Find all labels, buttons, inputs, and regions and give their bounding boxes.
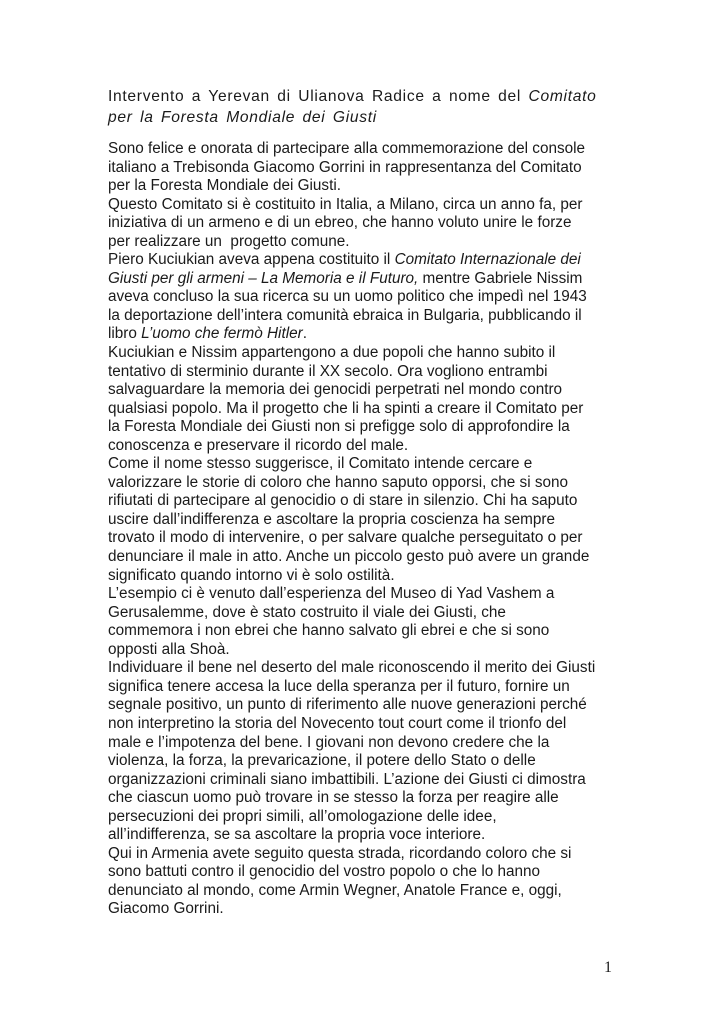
text-line <box>108 678 648 697</box>
text-run: Kuciukian e Nissim appartengono a due popoli che hanno subito il <box>108 344 556 362</box>
title-italic-text: per la Foresta Mondiale dei Giusti <box>108 109 377 126</box>
text-line <box>108 270 648 289</box>
text-line <box>108 622 648 641</box>
document-title <box>108 86 616 128</box>
text-line <box>108 548 648 567</box>
text-run: all’indifferenza, se sa ascoltare la propria voce interiore. <box>108 826 486 844</box>
paragraph <box>108 659 648 844</box>
title-text: Intervento a Yerevan di Ulianova Radice a nome del <box>108 88 529 105</box>
italic-text: Comitato Internazionale dei <box>394 251 581 269</box>
text-run: tentativo di sterminio durante il XX secolo. Ora vogliono entrambi <box>108 362 548 380</box>
text-line <box>108 307 648 326</box>
text-run: che ciascun uomo può trovare in se stesso la forza per reagire alle <box>108 789 559 807</box>
text-run: qualsiasi popolo. Ma il progetto che li ha spinti a creare il Comitato per <box>108 399 584 417</box>
text-run: denunciato al mondo, come Armin Wegner, Anatole France e, oggi, <box>108 881 562 899</box>
text-line <box>108 177 648 196</box>
text-run: rifiutati di partecipare al genocidio o di stare in silenzio. Chi ha saputo <box>108 492 578 510</box>
text-line <box>108 455 648 474</box>
paragraph <box>108 196 648 252</box>
text-line <box>108 641 648 660</box>
text-run: mentre Gabriele Nissim <box>418 269 583 287</box>
text-line <box>108 863 648 882</box>
text-line <box>108 808 648 827</box>
text-run: per realizzare un progetto comune. <box>108 232 350 250</box>
text-line <box>108 789 648 808</box>
text-run: violenza, la forza, la prevaricazione, il potere dello Stato o delle <box>108 752 536 770</box>
text-run: male e l’impotenza del bene. I giovani non devono credere che la <box>108 733 550 751</box>
text-line <box>108 659 648 678</box>
text-line <box>108 585 648 604</box>
paragraph <box>108 140 648 196</box>
text-line <box>108 233 648 252</box>
text-run: L’esempio ci è venuto dall’esperienza del Museo di Yad Vashem a <box>108 585 555 603</box>
page-number: 1 <box>604 959 612 976</box>
text-run: Piero Kuciukian aveva appena costituito il <box>108 251 395 269</box>
text-line <box>108 882 648 901</box>
paragraph <box>108 585 648 659</box>
text-run: salvaguardare la memoria dei genocidi perpetrati nel mondo contro <box>108 381 563 399</box>
text-line <box>108 474 648 493</box>
text-line <box>108 734 648 753</box>
paragraph <box>108 344 648 455</box>
paragraph <box>108 845 648 919</box>
text-run: Sono felice e onorata di partecipare alla commemorazione del console <box>108 140 586 157</box>
title-italic-text: Comitato <box>528 88 597 105</box>
title-line <box>108 86 616 107</box>
text-line <box>108 826 648 845</box>
text-run: Come il nome stesso suggerisce, il Comitato intende cercare e <box>108 455 533 473</box>
text-line <box>108 288 648 307</box>
text-run: organizzazioni criminali siano imbattibili. L’azione dei Giusti ci dimostra <box>108 770 586 788</box>
text-run: aveva concluso la sua ricerca su un uomo politico che impedì nel 1943 <box>108 288 587 306</box>
text-run: Individuare il bene nel deserto del male riconoscendo il merito dei Giusti <box>108 659 596 677</box>
text-run: Questo Comitato si è costituito in Italia, a Milano, circa un anno fa, per <box>108 195 583 213</box>
text-run: valorizzare le storie di coloro che hanno saputo opporsi, che si sono <box>108 473 569 491</box>
text-run: denunciare il male in atto. Anche un piccolo gesto può avere un grande <box>108 548 590 566</box>
text-run: . <box>302 325 307 343</box>
italic-text: Giusti per gli armeni – La Memoria e il Futuro, <box>108 269 419 287</box>
text-line <box>108 437 648 456</box>
text-run: Qui in Armenia avete seguito questa strada, ricordando coloro che si <box>108 844 572 862</box>
text-run: trovato il modo di intervenire, o per salvare qualche perseguitato o per <box>108 529 583 547</box>
text-line <box>108 196 648 215</box>
text-run: opposti alla Shoà. <box>108 640 230 658</box>
text-line <box>108 214 648 233</box>
text-run: significa tenere accesa la luce della speranza per il futuro, fornire un <box>108 677 570 695</box>
text-run: sono battuti contro il genocidio del vostro popolo o che lo hanno <box>108 863 541 881</box>
text-run: uscire dall’indifferenza e ascoltare la propria coscienza ha sempre <box>108 510 555 528</box>
text-line <box>108 715 648 734</box>
text-run: non interpretino la storia del Novecento tout court come il trionfo del <box>108 714 567 732</box>
paragraph <box>108 251 648 344</box>
text-run: significato quando intorno vi è solo ostilità. <box>108 566 395 584</box>
text-run: italiano a Trebisonda Giacomo Gorrini in rappresentanza del Comitato <box>108 158 582 176</box>
text-line <box>108 696 648 715</box>
text-line <box>108 381 648 400</box>
text-run: segnale positivo, un punto di riferimento alle nuove generazioni perché <box>108 696 587 714</box>
text-line <box>108 251 648 270</box>
text-line <box>108 363 648 382</box>
text-line <box>108 567 648 586</box>
text-run: libro <box>108 325 142 343</box>
text-line <box>108 511 648 530</box>
text-line <box>108 325 648 344</box>
paragraph <box>108 455 648 585</box>
title-line <box>108 107 616 128</box>
text-line <box>108 400 648 419</box>
italic-text: L’uomo che fermò Hitler <box>141 325 303 343</box>
text-run: Gerusalemme, dove è stato costruito il viale dei Giusti, che <box>108 603 506 621</box>
text-run: Giacomo Gorrini. <box>108 900 224 918</box>
text-run: per la Foresta Mondiale dei Giusti. <box>108 177 341 195</box>
text-run: commemora i non ebrei che hanno salvato gli ebrei e che si sono <box>108 622 550 640</box>
text-line <box>108 752 648 771</box>
text-line <box>108 771 648 790</box>
text-line <box>108 492 648 511</box>
text-line <box>108 604 648 623</box>
text-run: la deportazione dell’intera comunità ebraica in Bulgaria, pubblicando il <box>108 306 582 324</box>
text-line <box>108 159 648 178</box>
text-line <box>108 529 648 548</box>
text-run: iniziativa di un armeno e di un ebreo, che hanno voluto unire le forze <box>108 214 572 232</box>
document-body <box>108 140 648 919</box>
text-line <box>108 418 648 437</box>
text-run: conoscenza e preservare il ricordo del male. <box>108 436 409 454</box>
text-line <box>108 140 648 159</box>
text-line <box>108 900 648 919</box>
text-run: persecuzioni dei propri simili, all’omologazione delle idee, <box>108 807 497 825</box>
text-line <box>108 344 648 363</box>
text-run: la Foresta Mondiale dei Giusti non si prefigge solo di approfondire la <box>108 418 570 436</box>
text-line <box>108 845 648 864</box>
